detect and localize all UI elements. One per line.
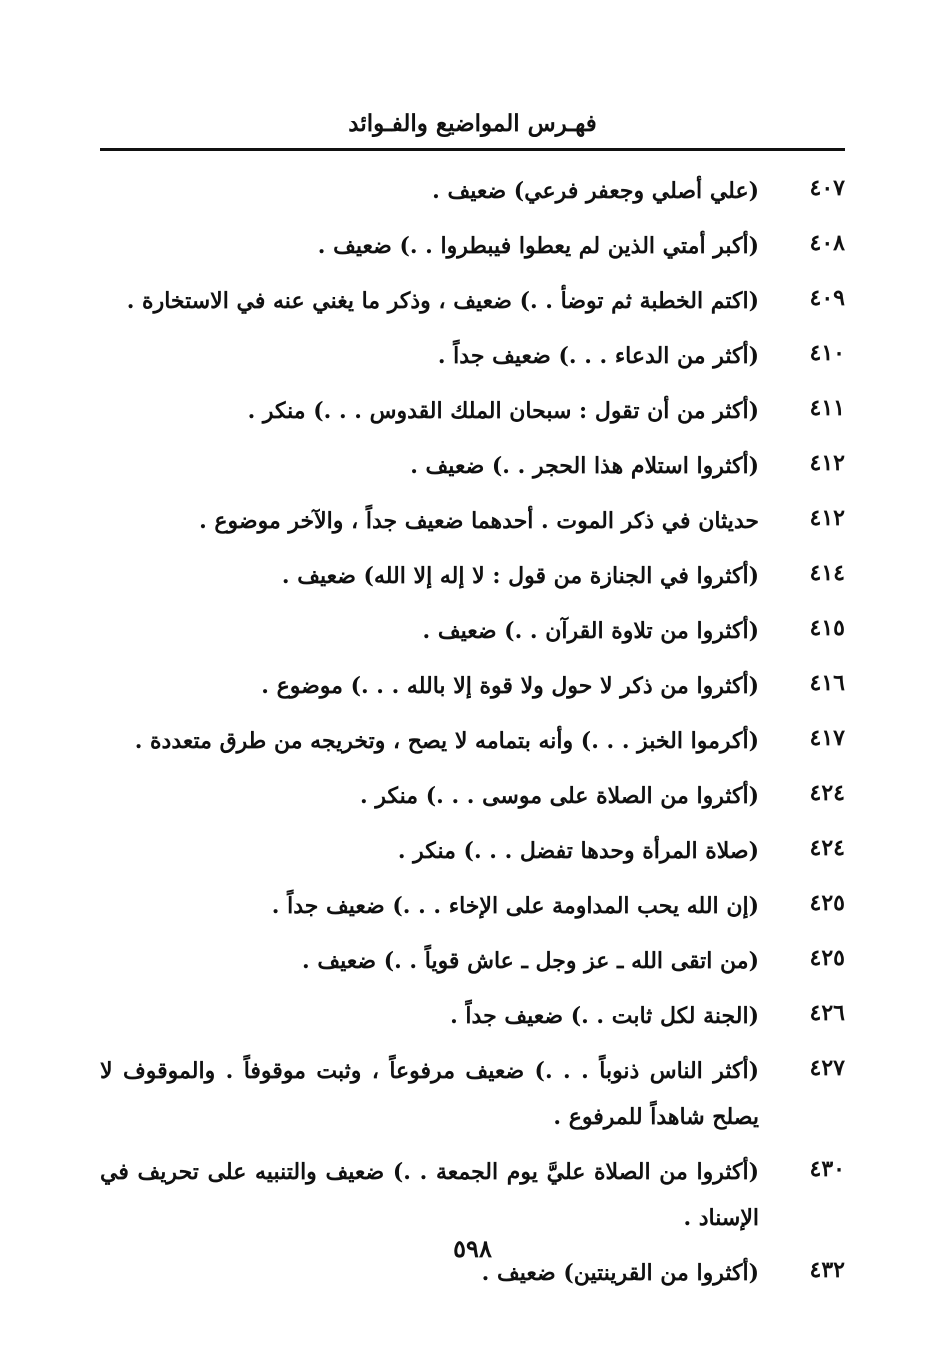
entry-page-number: ٤١٧ [809, 725, 845, 751]
entry-text: (أكثروا من الصلاة عليَّ يوم الجمعة . .) ضعيف والتنبيه على تحريف في الإسناد . [100, 1159, 759, 1231]
entry-text: (صلاة المرأة وحدها تفضل . . .) منكر . [397, 838, 759, 864]
entry-page-number: ٤٣٠ [809, 1156, 845, 1182]
entry-page-number: ٤٠٨ [809, 230, 845, 256]
entry-page-number: ٤٠٩ [809, 285, 845, 311]
entry-text: (أكثر من أن تقول : سبحان الملك القدوس . . .) منكر . [247, 398, 759, 424]
index-entry [100, 278, 845, 324]
index-entry [100, 993, 845, 1039]
entry-page-number: ٤٢٤ [809, 780, 845, 806]
entry-page-number: ٤١٢ [809, 450, 845, 476]
index-entry [100, 608, 845, 654]
index-entry [100, 938, 845, 984]
entry-text: (أكثروا من تلاوة القرآن . .) ضعيف . [422, 618, 759, 644]
header-rule [100, 148, 845, 151]
index-entry [100, 443, 845, 489]
entry-page-number: ٤٢٦ [809, 1000, 845, 1026]
entry-page-number: ٤٠٧ [809, 175, 845, 201]
running-head-title: فهـرس المواضيع والفـوائد [348, 110, 597, 137]
entry-text: (أكثروا في الجنازة من قول : لا إله إلا الله) ضعيف . [281, 563, 759, 589]
entry-page-number: ٤١٦ [809, 670, 845, 696]
entry-text: (الجنة لكل ثابت . .) ضعيف جداً . [450, 1003, 759, 1029]
index-entry [100, 553, 845, 599]
entry-text: حديثان في ذكر الموت . أحدهما ضعيف جداً ، والآخر موضوع . [199, 508, 759, 534]
entry-text: (أكثر من الدعاء . . .) ضعيف جداً . [437, 343, 759, 369]
entry-text: (أكثروا استلام هذا الحجر . .) ضعيف . [410, 453, 759, 479]
entry-text: (أكثروا من الصلاة على موسى . . .) منكر . [360, 783, 759, 809]
entry-page-number: ٤١٢ [809, 505, 845, 531]
entry-page-number: ٤١٥ [809, 615, 845, 641]
entry-text: (علي أصلي وجعفر فرعي) ضعيف . [432, 178, 759, 204]
index-entry [100, 333, 845, 379]
index-entry [100, 773, 845, 819]
index-entry [100, 388, 845, 434]
index-entry [100, 498, 845, 544]
page-number: ٥٩٨ [453, 1234, 492, 1263]
index-entry [100, 828, 845, 874]
index-entry [100, 223, 845, 269]
entry-text: (أكثروا من القرينتين) ضعيف . [481, 1260, 759, 1286]
entry-text: (إن الله يحب المداومة على الإخاء . . .) ضعيف جداً . [271, 893, 759, 919]
entry-page-number: ٤٢٥ [809, 890, 845, 916]
entry-text: (أكبر أمتي الذين لم يعطوا فيبطروا . .) ضعيف . [317, 233, 759, 259]
index-entry [100, 168, 845, 214]
index-entry [100, 718, 845, 764]
entry-page-number: ٤٢٧ [809, 1055, 845, 1081]
index-entry [100, 883, 845, 929]
index-entry [100, 1149, 845, 1241]
entry-page-number: ٤٣٢ [809, 1257, 845, 1283]
entry-text: (من اتقى الله ـ عز وجل ـ عاش قوياً . .) ضعيف . [302, 948, 759, 974]
index-entry-list [100, 168, 845, 1305]
entry-page-number: ٤٢٥ [809, 945, 845, 971]
entry-page-number: ٤١١ [809, 395, 845, 421]
entry-text: (اكتم الخطبة ثم توضأ . .) ضعيف ، وذكر ما يغني عنه في الاستخارة . [126, 288, 759, 314]
entry-page-number: ٤١٠ [809, 340, 845, 366]
entry-text: (أكرموا الخبز . . .) وأنه بتمامه لا يصح ، وتخريجه من طرق متعددة . [134, 728, 759, 754]
entry-page-number: ٤١٤ [809, 560, 845, 586]
index-entry [100, 663, 845, 709]
entry-page-number: ٤٢٤ [809, 835, 845, 861]
index-entry [100, 1048, 845, 1140]
entry-text: (أكثروا من ذكر لا حول ولا قوة إلا بالله . . .) موضوع . [261, 673, 759, 699]
entry-text: (أكثر الناس ذنوباً . . .) ضعيف مرفوعاً ، وثبت موقوفاً . والموقوف لا يصلح شاهداً للمرفوع . [100, 1058, 759, 1130]
